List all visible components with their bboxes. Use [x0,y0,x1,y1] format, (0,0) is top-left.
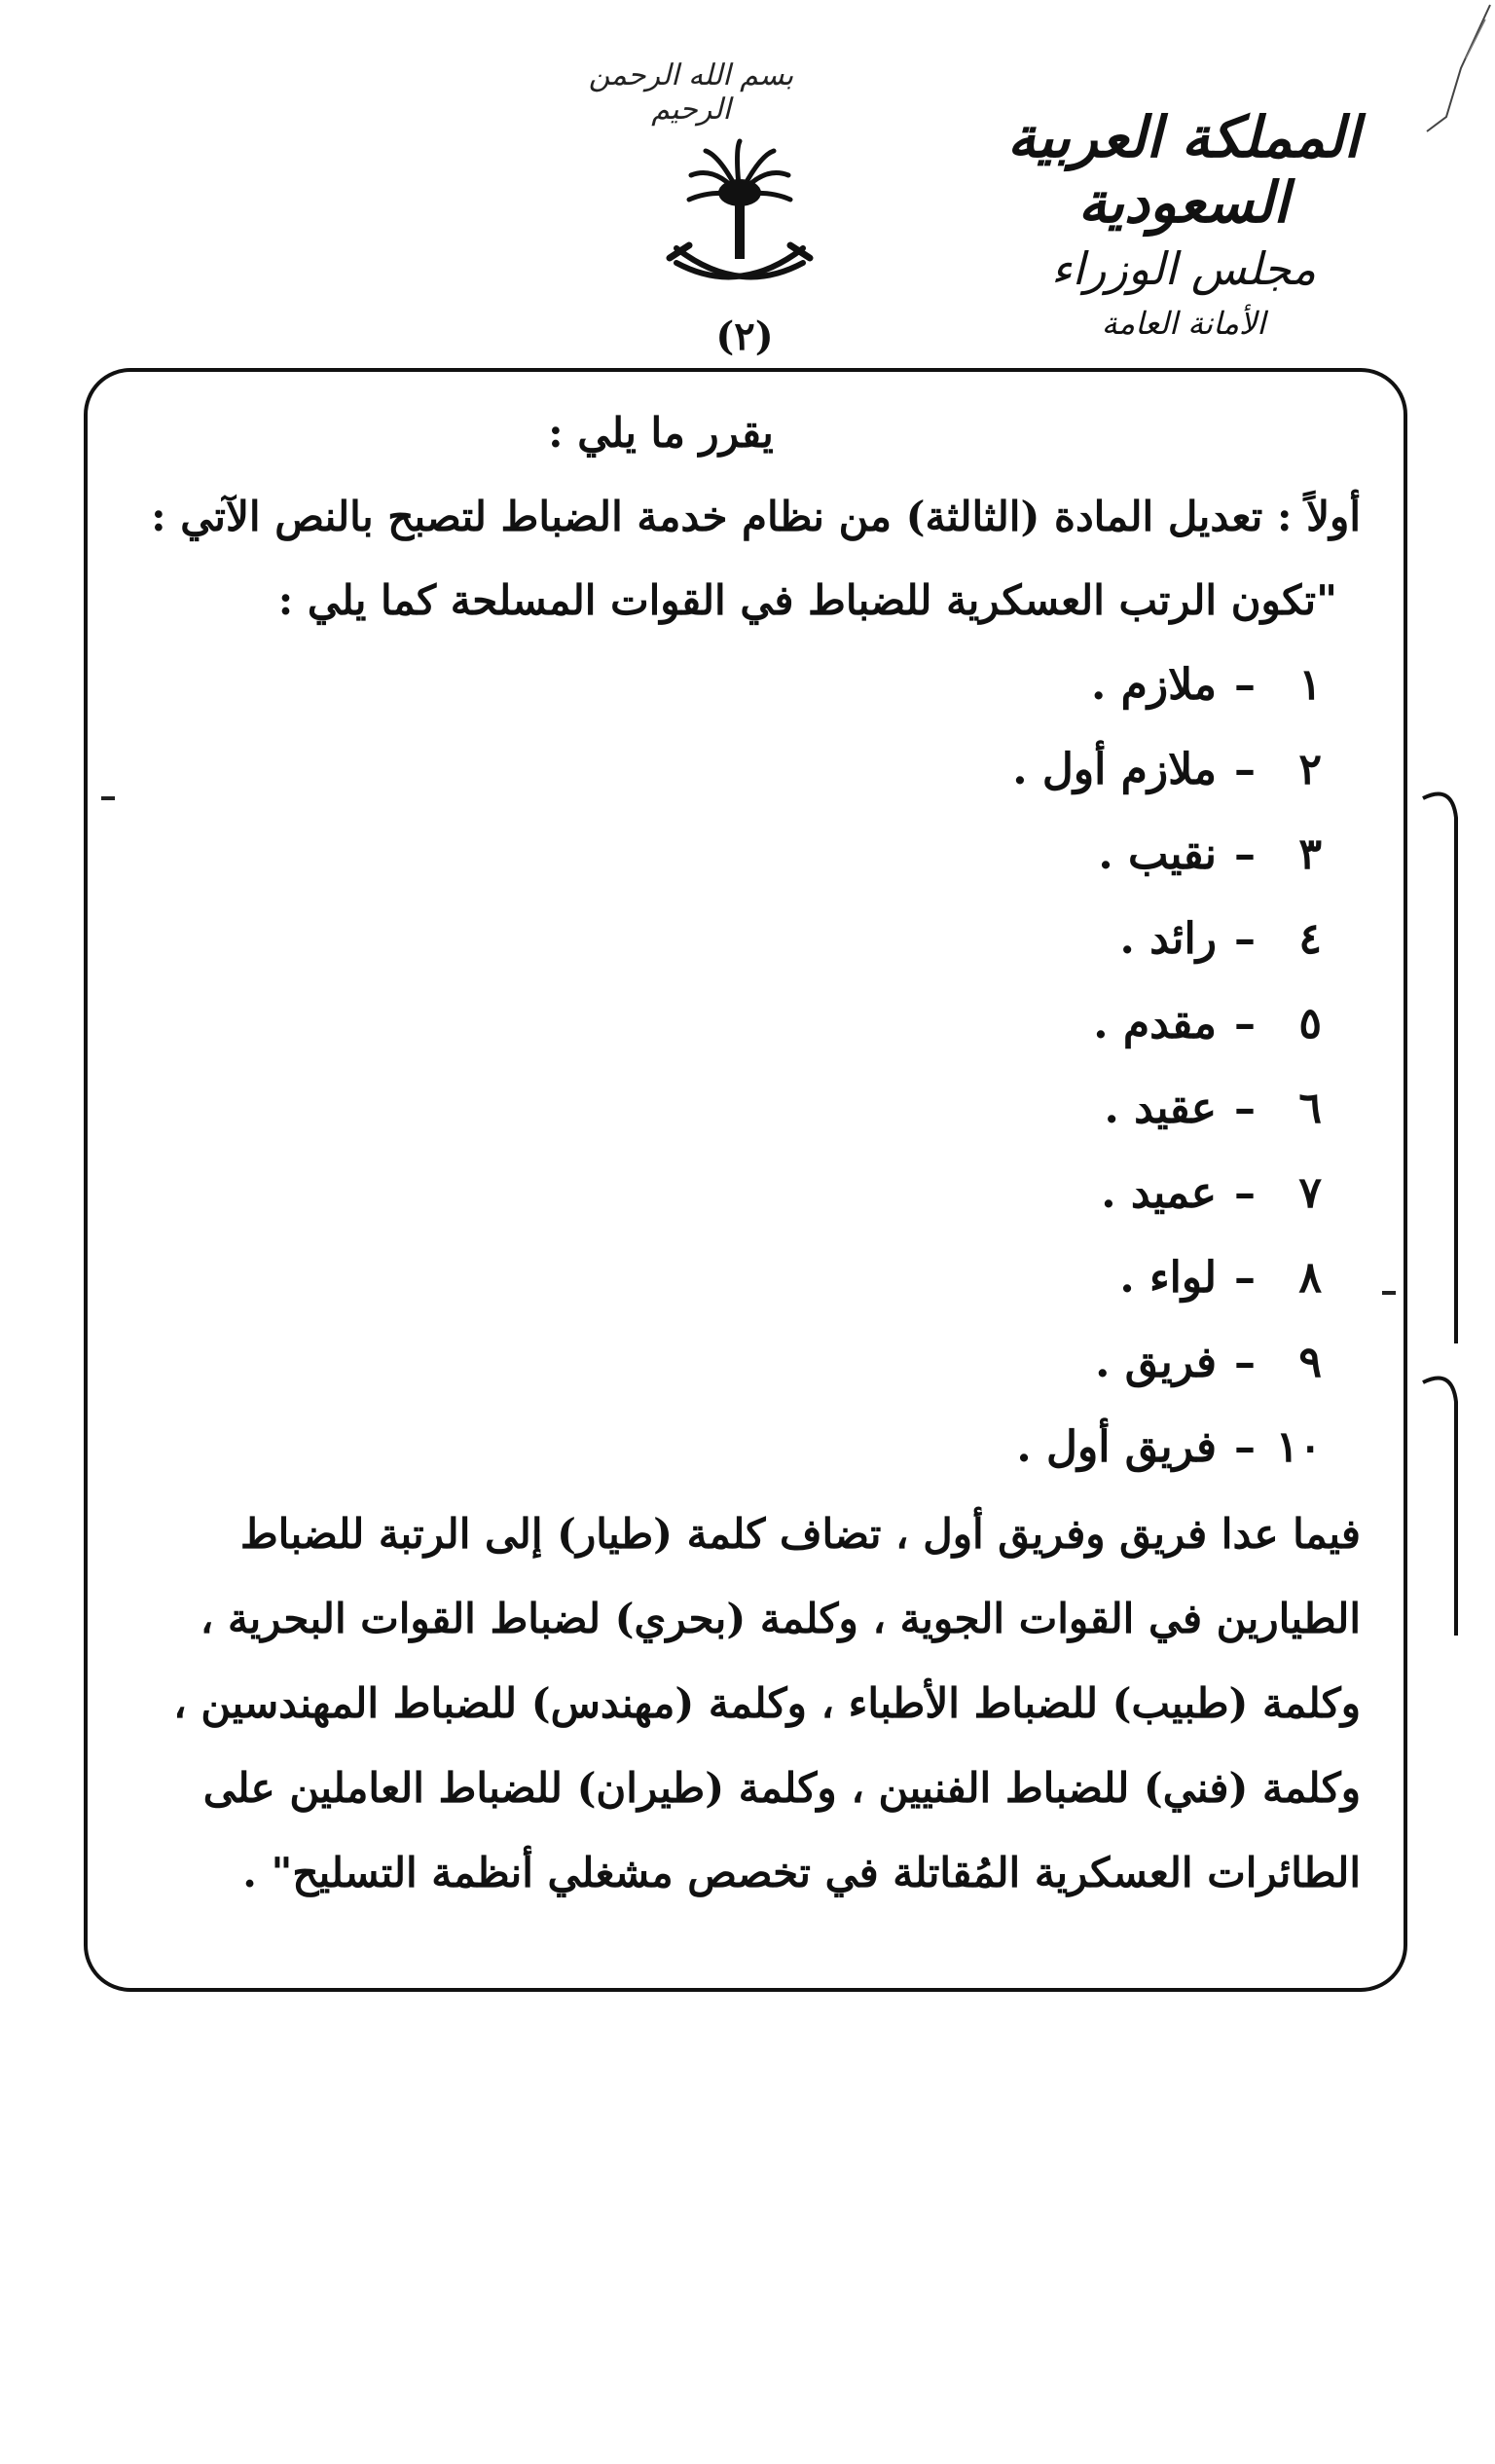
rank-number: ٣ [1298,829,1322,879]
paragraph-line: وكلمة (فني) للضباط الفنيين ، وكلمة (طيران) للضباط العاملين على [202,1764,1361,1812]
quote-intro: "تكون الرتب العسكرية للضباط في القوات المسلحة كما يلي : [277,576,1337,624]
rank-label: فريق أول . [1016,1422,1217,1472]
margin-tick-mark [101,796,115,800]
secretariat-name: الأمانة العامة [1101,305,1266,343]
rank-item: ١٠–فريق أول . [117,1405,1361,1489]
rank-item: ٤–رائد . [117,897,1361,981]
rank-item: ٣–نقيب . [117,812,1361,897]
rank-number: ١ [1298,660,1322,710]
decides-heading: يقرر ما يلي : [548,409,774,457]
rank-item: ٩–فريق . [117,1320,1361,1405]
rank-label: عقيد . [1104,1084,1217,1133]
margin-bracket-upper-icon [1413,740,1472,1343]
suffix-paragraph [117,1491,1361,1915]
rank-item: ١–ملازم . [117,643,1361,727]
margin-bracket-lower-icon [1413,1343,1472,1636]
rank-label: ملازم . [1091,660,1217,710]
rank-number: ٨ [1298,1253,1322,1303]
rank-number: ٥ [1298,999,1322,1048]
decision-text [117,391,1361,1915]
first-clause: أولاً : تعديل المادة (الثالثة) من نظام خدمة الضباط لتصبح بالنص الآتي : [151,493,1361,540]
rank-label: لواء . [1119,1253,1217,1303]
council-name: مجلس الوزراء [1050,242,1317,296]
rank-item: ٢–ملازم أول . [117,727,1361,812]
paragraph-line: فيما عدا فريق وفريق أول ، تضاف كلمة (طيار) إلى الرتبة للضباط [239,1510,1361,1558]
kingdom-name: المملكة العربية السعودية [1007,104,1360,236]
paragraph-line: وكلمة (طبيب) للضباط الأطباء ، وكلمة (مهندس) للضباط المهندسين ، [173,1679,1361,1727]
decision-box [84,368,1407,1992]
letterhead [930,105,1437,342]
rank-label: فريق . [1095,1338,1217,1387]
rank-number: ٢ [1298,745,1322,794]
rank-item: ٧–عميد . [117,1151,1361,1235]
paragraph-line: الطائرات العسكرية المُقاتلة في تخصص مشغلي أنظمة التسليح" . [242,1849,1361,1896]
paragraph-line: الطيارين في القوات الجوية ، وكلمة (بحري) لضباط القوات البحرية ، [200,1595,1361,1642]
rank-label: عميد . [1101,1168,1217,1218]
rank-label: ملازم أول . [1012,745,1217,794]
rank-number: ٦ [1298,1084,1322,1133]
rank-number: ٧ [1298,1168,1322,1218]
margin-tick-mark [1382,1291,1396,1295]
page-number: (٢) [715,313,774,359]
rank-item: ٥–مقدم . [117,981,1361,1066]
rank-number: ٩ [1298,1338,1322,1387]
rank-label: مقدم . [1093,999,1217,1048]
basmala: بسم الله الرحمن الرحيم [588,58,794,127]
rank-label: رائد . [1119,914,1217,964]
rank-item: ٦–عقيد . [117,1066,1361,1151]
rank-item: ٨–لواء . [117,1235,1361,1320]
rank-number: ١٠ [1275,1422,1322,1472]
rank-list [117,643,1361,1489]
saudi-palm-swords-emblem-icon [662,136,818,302]
rank-number: ٤ [1298,914,1322,964]
rank-label: نقيب . [1098,829,1217,879]
